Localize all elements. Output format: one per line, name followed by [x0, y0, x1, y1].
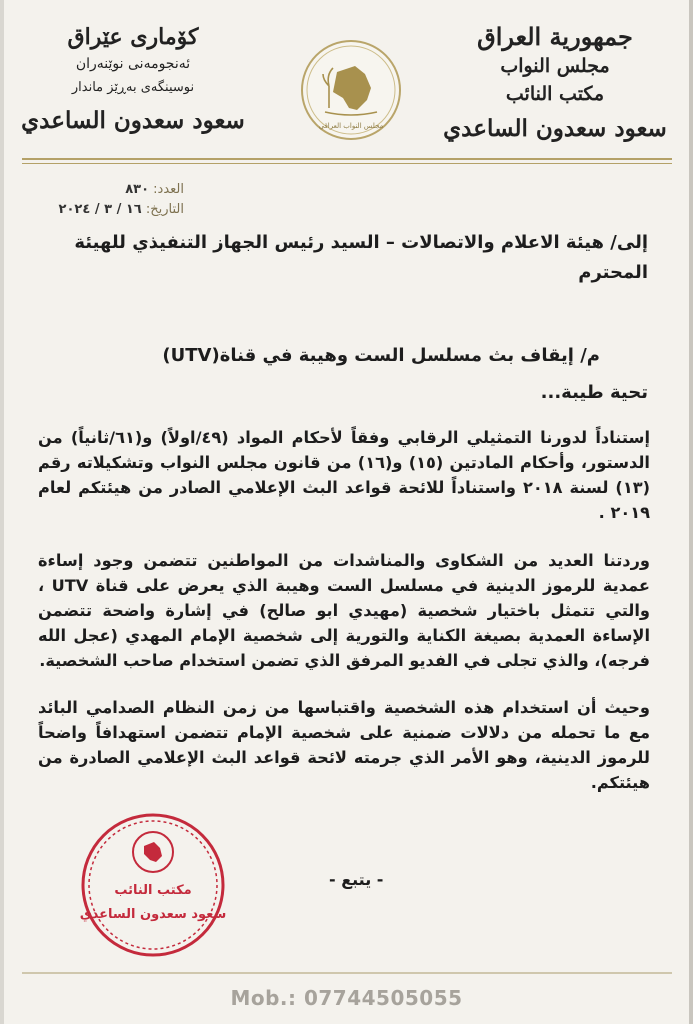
reference-date-value: ١٦ / ٣ / ٢٠٢٤: [58, 202, 142, 217]
subject-line: م/ إيقاف بث مسلسل الست وهيبة في قناة(UTV): [162, 345, 600, 366]
reference-number-value: ٨٣٠: [125, 182, 150, 197]
header-divider-thin: [22, 163, 672, 164]
header-mp-name-left: سعود سعدون الساعدي: [21, 107, 245, 134]
addressee-honorific: المحترم: [578, 262, 648, 283]
header-parliament: مجلس النواب: [500, 55, 610, 77]
stamp-title: مكتب النائب: [114, 883, 192, 898]
header-office-kurdish: نوسینگەی بەڕێز ماندار: [71, 80, 195, 95]
body-paragraph: وردتنا العديد من الشكاوى والمناشدات من المواطنين تتضمن وجود إساءة عمدية للرموز الدينية في مسلسل الست وهيبة الذي يعرض على قناة UTV ، والتي تتمثل باختيار شخصية (مهيدي ابو صالح) في إشارة واضحة تتضمن الإساءة العمدية بصيغة الكناية والتورية إلى شخصية الإمام المهدي (عجل الله فرجه)، والذي تجلى في الفديو المرفق الذي تضمن استخدام صاحب الشخصية.: [38, 551, 650, 670]
logo-caption: مجلس النواب العراقي: [318, 122, 384, 130]
footer-divider: [22, 972, 672, 974]
official-stamp: [80, 812, 226, 958]
parliament-logo: [299, 38, 403, 142]
body-paragraph: إستناداً لدورنا التمثيلي الرقابي وفقاً لأحكام المواد (٤٩/اولاً) و(٦١/ثانياً) من الدستور، وأحكام المادتين (١٥) و(١٦) من قانون مجلس النواب وتشكيلاته رقم (١٣) لسنة ٢٠١٨ واستناداً للائحة قواعد البث الإعلامي الصادر من هيئتكم لعام ٢٠١٩ .: [38, 428, 650, 522]
header-country: جمهورية العراق: [477, 22, 633, 51]
header-left-kurdish: [18, 22, 248, 138]
header-mp-name: سعود سعدون الساعدي: [443, 115, 667, 142]
letter-page: [4, 0, 690, 1024]
continued-marker: - يتبع -: [329, 870, 384, 889]
header-divider: [22, 158, 672, 160]
addressee-line: إلى/ هيئة الاعلام والاتصالات – السيد رئيس الجهاز التنفيذي للهيئة: [74, 232, 648, 253]
header-right-arabic: [440, 22, 670, 146]
reference-block: [24, 180, 184, 220]
header-country-kurdish: كۆماری عێراق: [67, 24, 199, 50]
page-edge: [689, 0, 693, 1024]
footer-mobile: Mob.: 07744505055: [230, 986, 463, 1010]
reference-date: التاريخ: ١٦ / ٣ / ٢٠٢٤: [58, 202, 184, 217]
stamp-name: سعود سعدون الساعدي: [80, 907, 226, 922]
header-office: مكتب النائب: [505, 83, 605, 105]
reference-number: العدد: ٨٣٠: [125, 182, 184, 197]
header-parliament-kurdish: ئەنجومەنی نوێنەران: [75, 56, 191, 72]
body-paragraph: وحيث أن استخدام هذه الشخصية واقتباسها من زمن النظام الصدامي البائد مع ما تحمله من دلالات ضمنية على شخصية الإمام تتضمن استهدافاً واضحاً للرموز الدينية، وهو الأمر الذي جرمته لائحة قواعد البث الإعلامي الصادرة من هيئتكم.: [38, 698, 650, 792]
addressee: [28, 228, 648, 288]
greeting: تحية طيبة...: [540, 382, 648, 403]
